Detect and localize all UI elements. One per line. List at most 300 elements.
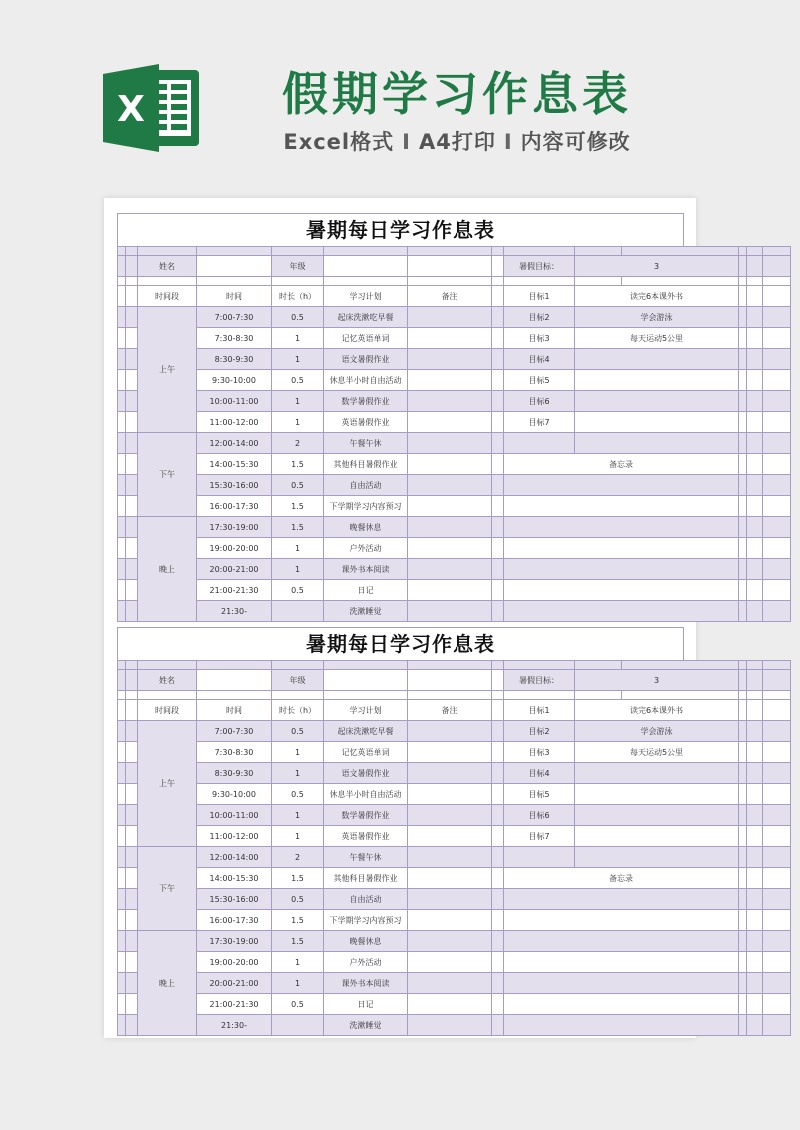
table-cell [763,370,791,391]
plan-cell[interactable]: 记忆英语单词 [324,328,408,349]
duration-cell[interactable]: 1.5 [272,868,324,889]
table-cell [126,538,138,559]
note-cell[interactable] [408,475,492,496]
schedule-table [117,246,791,622]
goal-value-cell[interactable] [575,784,739,805]
goal-value-cell[interactable]: 学会游泳 [575,307,739,328]
note-cell[interactable] [408,847,492,868]
table-cell [575,247,622,256]
table-cell [126,307,138,328]
table-cell [763,307,791,328]
table-cell [739,538,747,559]
table-cell [118,475,126,496]
plan-cell[interactable]: 其他科目暑假作业 [324,868,408,889]
goal-label-cell [504,847,575,868]
memo-line[interactable] [504,994,739,1015]
goal-label-cell: 目标7 [504,412,575,433]
table-cell [739,475,747,496]
time-cell: 21:00-21:30 [197,994,272,1015]
table-row [118,370,791,391]
note-cell[interactable] [408,496,492,517]
table-cell [747,256,763,277]
table-cell [763,412,791,433]
note-cell[interactable] [408,931,492,952]
duration-cell[interactable]: 1 [272,328,324,349]
table-cell [272,277,324,286]
table-cell [739,601,747,622]
table-cell [126,847,138,868]
note-cell[interactable] [408,538,492,559]
duration-cell[interactable]: 1 [272,826,324,847]
table-cell [747,784,763,805]
goal-label-cell: 目标5 [504,370,575,391]
table-cell [408,691,492,700]
plan-cell[interactable]: 记忆英语单词 [324,742,408,763]
plan-cell[interactable]: 自由活动 [324,889,408,910]
header-duration: 时长（h） [272,700,324,721]
table-cell [118,994,126,1015]
table-cell [747,328,763,349]
plan-cell[interactable]: 下学期学习内容预习 [324,496,408,517]
table-row [118,349,791,370]
goal-label-cell: 目标3 [504,328,575,349]
duration-cell[interactable]: 1 [272,973,324,994]
time-cell: 11:00-12:00 [197,826,272,847]
memo-line[interactable] [504,1015,739,1036]
table-cell [324,247,408,256]
table-cell [747,433,763,454]
duration-cell[interactable]: 1 [272,952,324,973]
table-cell [492,277,504,286]
table-cell [747,910,763,931]
table-row [118,328,791,349]
table-cell [747,700,763,721]
table-cell [763,994,791,1015]
table-cell [126,286,138,307]
note-cell[interactable] [408,1015,492,1036]
table-cell [763,286,791,307]
memo-line[interactable] [504,973,739,994]
document-title: 假期学习作息表 [282,67,632,121]
memo-line[interactable] [504,910,739,931]
table-row [118,496,791,517]
goal-value-cell[interactable] [575,370,739,391]
table-cell [126,889,138,910]
plan-cell[interactable]: 午餐午休 [324,847,408,868]
memo-line[interactable] [504,559,739,580]
table-cell [739,805,747,826]
memo-line[interactable] [504,496,739,517]
duration-cell[interactable]: 1 [272,805,324,826]
duration-cell[interactable]: 1.5 [272,910,324,931]
plan-cell[interactable]: 洗漱睡觉 [324,601,408,622]
table-cell [763,952,791,973]
duration-cell[interactable]: 1 [272,391,324,412]
plan-cell[interactable]: 户外活动 [324,952,408,973]
feature-editable: 内容可修改 [520,130,631,154]
duration-cell[interactable]: 2 [272,433,324,454]
excel-icon-letter: X [117,89,145,130]
plan-cell[interactable]: 课外书本阅读 [324,559,408,580]
note-cell[interactable] [408,910,492,931]
table-cell [197,691,272,700]
note-cell[interactable] [408,370,492,391]
table-cell [763,889,791,910]
table-cell [492,601,504,622]
time-cell: 19:00-20:00 [197,952,272,973]
duration-cell[interactable]: 1.5 [272,931,324,952]
duration-cell[interactable]: 1 [272,349,324,370]
table-cell [622,277,739,286]
plan-cell[interactable]: 英语暑假作业 [324,826,408,847]
table-cell [138,661,197,670]
table-cell [747,391,763,412]
time-cell: 21:30- [197,1015,272,1036]
table-cell [492,559,504,580]
time-cell: 21:00-21:30 [197,580,272,601]
plan-cell[interactable]: 休息半小时自由活动 [324,784,408,805]
table-cell [126,256,138,277]
table-cell [504,661,575,670]
table-cell [126,931,138,952]
table-cell [763,1015,791,1036]
table-cell [492,454,504,475]
memo-line[interactable] [504,580,739,601]
table-cell [492,517,504,538]
table-cell [739,994,747,1015]
table-cell [492,475,504,496]
table-cell [118,559,126,580]
period-label: 下午 [138,847,197,931]
period-label: 晚上 [138,517,197,622]
table-cell [272,691,324,700]
goal-label: 暑假目标： [504,256,575,277]
table-cell [575,691,622,700]
goal-value-cell[interactable]: 学会游泳 [575,721,739,742]
note-cell[interactable] [408,580,492,601]
table-cell [118,370,126,391]
plan-cell[interactable]: 休息半小时自由活动 [324,370,408,391]
duration-cell[interactable]: 1.5 [272,517,324,538]
period-label: 上午 [138,307,197,433]
plan-cell[interactable]: 自由活动 [324,475,408,496]
time-cell: 14:00-15:30 [197,454,272,475]
table-row [118,952,791,973]
plan-cell[interactable]: 午餐午休 [324,433,408,454]
table-cell [747,952,763,973]
table-cell [126,247,138,256]
period-label: 下午 [138,433,197,517]
table-cell [492,889,504,910]
table-row [118,391,791,412]
memo-line[interactable] [504,601,739,622]
table-row [118,559,791,580]
memo-line[interactable] [504,538,739,559]
header-duration: 时长（h） [272,286,324,307]
note-cell[interactable] [408,349,492,370]
duration-cell[interactable]: 1 [272,763,324,784]
plan-cell[interactable]: 课外书本阅读 [324,973,408,994]
note-cell[interactable] [408,994,492,1015]
note-cell[interactable] [408,328,492,349]
table-cell [126,742,138,763]
duration-cell[interactable]: 0.5 [272,994,324,1015]
table-cell [126,763,138,784]
table-cell [739,454,747,475]
duration-cell[interactable]: 1.5 [272,496,324,517]
goal-value-cell[interactable] [575,826,739,847]
time-cell: 16:00-17:30 [197,496,272,517]
goal-value-cell[interactable] [575,433,739,454]
table-cell [138,247,197,256]
note-cell[interactable] [408,412,492,433]
note-cell[interactable] [408,973,492,994]
table-cell [492,370,504,391]
table-cell [118,889,126,910]
plan-cell[interactable]: 英语暑假作业 [324,412,408,433]
table-cell [118,952,126,973]
plan-cell[interactable]: 数学暑假作业 [324,805,408,826]
table-cell [739,784,747,805]
table-cell [739,247,747,256]
table-cell [739,742,747,763]
duration-cell[interactable]: 1 [272,538,324,559]
header-note: 备注 [408,286,492,307]
table-row [118,580,791,601]
table-cell [504,691,575,700]
table-row [118,868,791,889]
grade-label: 年级 [272,670,324,691]
table-cell [492,868,504,889]
duration-cell[interactable]: 0.5 [272,784,324,805]
table-cell [126,784,138,805]
feature-separator: I [402,130,411,154]
table-cell [763,247,791,256]
table-cell [118,496,126,517]
plan-cell[interactable]: 晚餐休息 [324,517,408,538]
table-cell [763,580,791,601]
table-cell [747,826,763,847]
table-cell [739,433,747,454]
grade-input[interactable] [324,670,408,691]
table-cell [492,763,504,784]
time-cell: 9:30-10:00 [197,370,272,391]
note-cell[interactable] [408,454,492,475]
table-cell [492,328,504,349]
table-cell [126,349,138,370]
time-cell: 12:00-14:00 [197,433,272,454]
duration-cell[interactable] [272,601,324,622]
table-cell [763,721,791,742]
table-cell [408,661,492,670]
table-cell [118,538,126,559]
table-cell [747,670,763,691]
table-cell [747,277,763,286]
duration-cell[interactable]: 2 [272,847,324,868]
goal-label-cell: 目标4 [504,763,575,784]
memo-line[interactable] [504,952,739,973]
table-row [118,805,791,826]
duration-cell[interactable]: 1 [272,412,324,433]
goal-value-cell[interactable] [575,349,739,370]
time-cell: 19:00-20:00 [197,538,272,559]
note-cell[interactable] [408,784,492,805]
duration-cell[interactable]: 1 [272,559,324,580]
table-row [118,910,791,931]
name-input[interactable] [197,670,272,691]
goal-value-cell[interactable]: 读完6本课外书 [575,700,739,721]
table-cell [739,256,747,277]
note-cell[interactable] [408,517,492,538]
duration-cell[interactable]: 0.5 [272,370,324,391]
note-cell[interactable] [408,721,492,742]
duration-cell[interactable]: 1.5 [272,454,324,475]
plan-cell[interactable]: 日记 [324,580,408,601]
goal-value-cell[interactable] [575,391,739,412]
plan-cell[interactable]: 起床洗漱吃早餐 [324,721,408,742]
time-cell: 7:00-7:30 [197,721,272,742]
table-cell [118,433,126,454]
goal-label-cell [504,433,575,454]
plan-cell[interactable]: 日记 [324,994,408,1015]
duration-cell[interactable]: 0.5 [272,475,324,496]
table-cell [138,691,197,700]
table-cell [763,910,791,931]
table-cell [747,349,763,370]
plan-cell[interactable]: 晚餐休息 [324,931,408,952]
note-cell[interactable] [408,742,492,763]
table-cell [118,670,126,691]
plan-cell[interactable]: 洗漱睡觉 [324,1015,408,1036]
table-cell [747,559,763,580]
note-cell[interactable] [408,952,492,973]
table-cell [492,847,504,868]
note-cell[interactable] [408,889,492,910]
time-cell: 17:30-19:00 [197,517,272,538]
table-row [118,412,791,433]
note-cell[interactable] [408,307,492,328]
table-cell [126,496,138,517]
table-cell [739,580,747,601]
table-cell [492,286,504,307]
table-cell [747,412,763,433]
sheet-title: 暑期每日学习作息表 [117,627,684,660]
goal-value-cell[interactable] [575,763,739,784]
goal-value-cell[interactable] [575,412,739,433]
note-cell[interactable] [408,868,492,889]
goal-count[interactable]: 3 [575,670,739,691]
goal-value-cell[interactable]: 每天运动5公里 [575,328,739,349]
table-cell [126,952,138,973]
table-cell [118,286,126,307]
table-cell [126,670,138,691]
table-row [118,721,791,742]
table-cell [763,475,791,496]
header-period: 时间段 [138,286,197,307]
table-cell [739,496,747,517]
table-row [118,889,791,910]
table-cell [126,517,138,538]
goal-value-cell[interactable] [575,847,739,868]
note-cell[interactable] [408,763,492,784]
note-cell[interactable] [408,559,492,580]
note-cell[interactable] [408,826,492,847]
duration-cell[interactable]: 0.5 [272,721,324,742]
table-cell [763,763,791,784]
duration-cell[interactable]: 0.5 [272,889,324,910]
plan-cell[interactable]: 语文暑假作业 [324,349,408,370]
table-cell [763,661,791,670]
plan-cell[interactable]: 户外活动 [324,538,408,559]
table-cell [739,847,747,868]
note-cell[interactable] [408,805,492,826]
memo-line[interactable] [504,475,739,496]
plan-cell[interactable]: 起床洗漱吃早餐 [324,307,408,328]
note-cell[interactable] [408,433,492,454]
table-row [118,601,791,622]
duration-cell[interactable] [272,1015,324,1036]
name-input[interactable] [197,256,272,277]
table-cell [118,412,126,433]
memo-line[interactable] [504,517,739,538]
time-cell: 10:00-11:00 [197,391,272,412]
table-cell [272,247,324,256]
table-cell [126,412,138,433]
table-cell [126,826,138,847]
table-cell [118,580,126,601]
memo-line[interactable] [504,931,739,952]
plan-cell[interactable]: 下学期学习内容预习 [324,910,408,931]
table-cell [739,370,747,391]
plan-cell[interactable]: 语文暑假作业 [324,763,408,784]
goal-value-cell[interactable]: 每天运动5公里 [575,742,739,763]
time-cell: 17:30-19:00 [197,931,272,952]
table-cell [118,601,126,622]
table-cell [747,661,763,670]
table-cell [324,661,408,670]
time-cell: 8:30-9:30 [197,763,272,784]
table-cell [126,910,138,931]
table-cell [575,277,622,286]
table-cell [763,742,791,763]
goal-count[interactable]: 3 [575,256,739,277]
plan-cell[interactable]: 其他科目暑假作业 [324,454,408,475]
note-cell[interactable] [408,391,492,412]
promo-banner [0,0,800,195]
header-plan: 学习计划 [324,286,408,307]
duration-cell[interactable]: 0.5 [272,580,324,601]
goal-value-cell[interactable]: 读完6本课外书 [575,286,739,307]
table-row [118,475,791,496]
table-cell [747,805,763,826]
memo-line[interactable] [504,889,739,910]
duration-cell[interactable]: 1 [272,742,324,763]
goal-label-cell: 目标2 [504,307,575,328]
table-cell [747,517,763,538]
header-time: 时间 [197,700,272,721]
goal-value-cell[interactable] [575,805,739,826]
time-cell: 15:30-16:00 [197,889,272,910]
plan-cell[interactable]: 数学暑假作业 [324,391,408,412]
table-cell [763,277,791,286]
duration-cell[interactable]: 0.5 [272,307,324,328]
table-cell [763,691,791,700]
grade-input[interactable] [324,256,408,277]
table-cell [739,661,747,670]
note-cell[interactable] [408,601,492,622]
table-cell [747,307,763,328]
time-cell: 20:00-21:00 [197,559,272,580]
